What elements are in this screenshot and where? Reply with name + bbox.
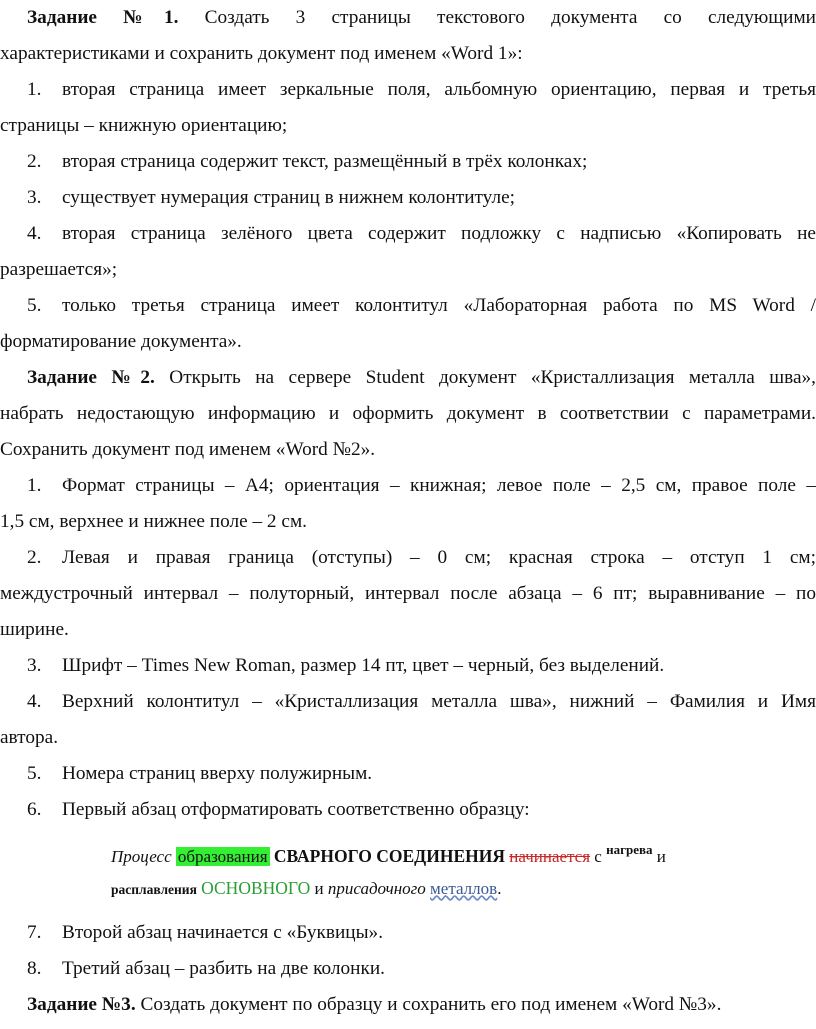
- task2-item-3: 3. Шрифт – Times New Roman, размер 14 пт, цвет – черный, без выделений.: [27, 655, 665, 676]
- task1-item-1: 1. вторая страница имеет зеркальные поля, альбомную ориентацию, первая и третья: [27, 79, 816, 100]
- green-word: ОСНОВНОГО: [201, 878, 311, 898]
- strikethrough-word: начинается: [509, 847, 591, 866]
- task2-item-2: 2. Левая и правая граница (отступы) – 0 см; красная строка – отступ 1 см;: [27, 547, 816, 568]
- task2-item-2-cont: междустрочный интервал – полуторный, интервал после абзаца – 6 пт; выравнивание – по: [0, 583, 816, 604]
- underlined-word: металлов: [430, 879, 498, 898]
- task3-heading: Задание №3.: [27, 994, 136, 1015]
- task1-item-1-cont: страницы – книжную ориентацию;: [0, 115, 288, 136]
- task2-item-7: 7. Второй абзац начинается с «Буквицы».: [27, 922, 384, 943]
- task2-intro-line1: Задание №2. Открыть на сервере Student документ «Кристаллизация металла шва»,: [27, 367, 816, 388]
- superscript-word: нагрева: [606, 842, 653, 857]
- format-sample-line1: Процесс образования СВАРНОГО СОЕДИНЕНИЯ начинается с $^{нагрева}$ и: [111, 842, 666, 866]
- format-sample-line2: расплавления ОСНОВНОГО и присадочного металлов.: [111, 878, 502, 898]
- task1-item-5: 5. только третья страница имеет колонтитул «Лабораторная работа по MS Word /: [27, 295, 816, 316]
- task1-item-2: 2. вторая страница содержит текст, размещённый в трёх колонках;: [27, 151, 588, 172]
- task3-line: Задание №3. Создать документ по образцу и сохранить его под именем «Word №3».: [27, 994, 722, 1015]
- task2-item-1-cont: 1,5 см, верхнее и нижнее поле – 2 см.: [0, 511, 307, 532]
- task2-item-2-cont2: ширине.: [0, 619, 69, 640]
- task1-item-4-cont: разрешается»;: [0, 259, 118, 280]
- task1-item-5-cont: форматирование документа».: [0, 331, 242, 352]
- task2-item-4-cont: автора.: [0, 727, 59, 748]
- task2-heading: Задание №2.: [27, 367, 155, 388]
- task2-item-8: 8. Третий абзац – разбить на две колонки.: [27, 958, 385, 979]
- highlighted-word: образования: [177, 847, 268, 866]
- task2-item-5: 5. Номера страниц вверху полужирным.: [27, 763, 373, 784]
- task2-intro-line2: набрать недостающую информацию и оформить документ в соответствии с параметрами.: [0, 403, 816, 424]
- task1-item-3: 3. существует нумерация страниц в нижнем колонтитуле;: [27, 187, 516, 208]
- task2-intro-line3: Сохранить документ под именем «Word №2».: [0, 439, 376, 460]
- task2-item-4: 4. Верхний колонтитул – «Кристаллизация металла шва», нижний – Фамилия и Имя: [27, 691, 816, 712]
- task2-item-1: 1. Формат страницы – А4; ориентация – книжная; левое поле – 2,5 см, правое поле –: [27, 475, 816, 496]
- task2-item-6: 6. Первый абзац отформатировать соответственно образцу:: [27, 799, 530, 820]
- task1-intro-line1: Задание №1. Создать 3 страницы текстового документа со следующими: [27, 7, 816, 28]
- task1-intro-line2: характеристиками и сохранить документ под именем «Word 1»:: [0, 43, 523, 64]
- task1-heading: Задание №1.: [27, 7, 179, 28]
- task1-item-4: 4. вторая страница зелёного цвета содержит подложку с надписью «Копировать не: [27, 223, 816, 244]
